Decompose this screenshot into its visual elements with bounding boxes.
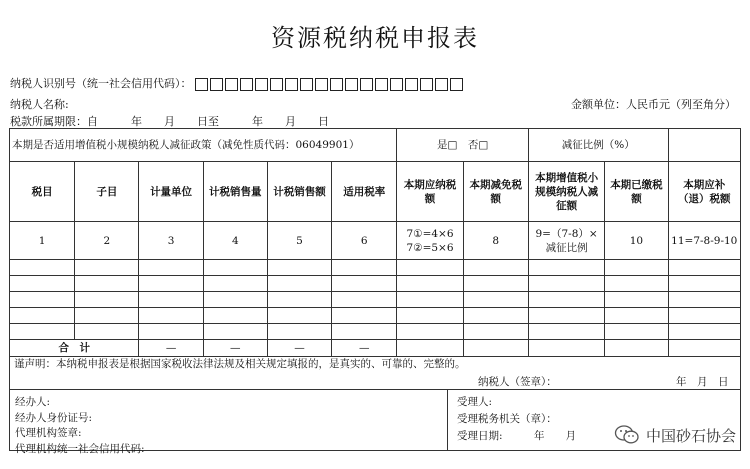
table-cell[interactable] — [203, 260, 267, 276]
id-char-box[interactable] — [450, 78, 463, 91]
table-cell[interactable] — [10, 308, 75, 324]
index-cell: 5 — [267, 222, 331, 260]
table-cell[interactable] — [668, 292, 740, 308]
table-cell[interactable] — [528, 276, 604, 292]
table-cell[interactable] — [203, 324, 267, 340]
column-header: 本期减免税额 — [463, 162, 528, 222]
id-char-box[interactable] — [210, 78, 223, 91]
id-char-box[interactable] — [375, 78, 388, 91]
id-char-box[interactable] — [330, 78, 343, 91]
table-cell[interactable] — [75, 308, 139, 324]
wechat-icon — [614, 424, 640, 446]
id-char-box[interactable] — [240, 78, 253, 91]
index-cell: 2 — [75, 222, 139, 260]
column-header: 计量单位 — [139, 162, 203, 222]
column-header: 计税销售量 — [203, 162, 267, 222]
index-cell: 7①=4×6 7②=5×6 — [397, 222, 463, 260]
taxpayer-sign: 纳税人（签章）： — [478, 376, 557, 388]
policy-yes-no[interactable]: 是□ 否□ — [397, 129, 528, 162]
table-cell[interactable] — [463, 276, 528, 292]
column-header: 本期已缴税额 — [605, 162, 668, 222]
id-char-box[interactable] — [420, 78, 433, 91]
table-cell[interactable] — [528, 324, 604, 340]
tax-return-table — [9, 128, 741, 357]
id-char-box[interactable] — [270, 78, 283, 91]
table-cell[interactable] — [10, 324, 75, 340]
total-cell: — — [332, 340, 397, 357]
table-row — [10, 308, 741, 324]
table-cell[interactable] — [267, 308, 331, 324]
id-char-box[interactable] — [315, 78, 328, 91]
table-cell[interactable] — [75, 324, 139, 340]
footer-vertical-divider — [447, 389, 448, 451]
total-cell: — — [139, 340, 203, 357]
index-cell: 9=（7-8）× 减征比例 — [528, 222, 604, 260]
form-title: 资源税纳税申报表 — [271, 24, 479, 52]
id-char-box[interactable] — [405, 78, 418, 91]
declaration: 谨声明：本纳税申报表是根据国家税收法律法规及相关规定填报的，是真实的、可靠的、完整的。 — [14, 358, 466, 370]
index-cell: 8 — [463, 222, 528, 260]
column-header: 适用税率 — [332, 162, 397, 222]
id-char-box[interactable] — [345, 78, 358, 91]
table-cell[interactable] — [10, 276, 75, 292]
table-row — [10, 324, 741, 340]
reduction-ratio-value[interactable] — [668, 129, 740, 162]
reduction-ratio-label: 减征比例（%） — [528, 129, 668, 162]
table-cell[interactable] — [75, 260, 139, 276]
table-cell[interactable] — [267, 276, 331, 292]
watermark — [614, 424, 736, 446]
table-cell[interactable] — [139, 260, 203, 276]
index-cell: 4 — [203, 222, 267, 260]
table-cell[interactable] — [332, 276, 397, 292]
table-cell[interactable] — [267, 292, 331, 308]
id-char-box[interactable] — [390, 78, 403, 91]
total-cell: — — [203, 340, 267, 357]
footer-right-label: 受理日期: 年 月 — [457, 430, 577, 442]
column-header: 计税销售额 — [267, 162, 331, 222]
footer-left-label: 代理机构统一社会信用代码: — [15, 442, 145, 455]
table-cell[interactable] — [203, 276, 267, 292]
footer-divider — [9, 389, 741, 390]
id-char-box[interactable] — [435, 78, 448, 91]
index-cell: 1 — [10, 222, 75, 260]
table-cell[interactable] — [267, 324, 331, 340]
table-cell[interactable] — [605, 292, 668, 308]
id-char-box[interactable] — [255, 78, 268, 91]
table-cell[interactable] — [605, 260, 668, 276]
table-cell[interactable] — [668, 276, 740, 292]
table-row — [10, 292, 741, 308]
column-header: 税目 — [10, 162, 75, 222]
taxpayer-id-boxes[interactable] — [195, 77, 465, 91]
policy-row — [10, 129, 741, 162]
table-cell[interactable] — [139, 308, 203, 324]
footer-left-label: 代理机构签章: — [15, 427, 82, 439]
table-cell[interactable] — [332, 260, 397, 276]
table-cell[interactable] — [528, 260, 604, 276]
total-label: 合 计 — [10, 340, 139, 357]
index-cell: 11=7-8-9-10 — [668, 222, 740, 260]
table-cell[interactable] — [139, 324, 203, 340]
amount-unit: 金额单位：人民币元（列至角分） — [571, 98, 736, 111]
footer-left-label: 经办人身份证号: — [15, 411, 93, 424]
table-cell[interactable] — [75, 276, 139, 292]
footer-left-label: 经办人: — [15, 396, 51, 408]
index-cell: 6 — [332, 222, 397, 260]
table-cell[interactable] — [463, 324, 528, 340]
id-char-box[interactable] — [285, 78, 298, 91]
index-row — [10, 222, 741, 260]
column-header: 本期增值税小规模纳税人减征额 — [528, 162, 604, 222]
table-cell[interactable] — [605, 324, 668, 340]
table-cell[interactable] — [463, 292, 528, 308]
table-cell[interactable] — [203, 308, 267, 324]
table-cell[interactable] — [463, 308, 528, 324]
table-cell[interactable] — [605, 276, 668, 292]
table-cell[interactable] — [668, 308, 740, 324]
table-cell[interactable] — [332, 324, 397, 340]
column-header: 本期应补（退）税额 — [668, 162, 740, 222]
table-cell[interactable] — [397, 308, 463, 324]
table-row — [10, 276, 741, 292]
id-char-box[interactable] — [300, 78, 313, 91]
index-cell: 3 — [139, 222, 203, 260]
table-cell[interactable] — [528, 292, 604, 308]
footer-right-label: 受理人: — [457, 396, 493, 408]
table-cell[interactable] — [605, 308, 668, 324]
column-header-row — [10, 162, 741, 222]
taxpayer-id-row — [10, 75, 465, 91]
column-header: 本期应纳税额 — [397, 162, 463, 222]
table-cell[interactable] — [528, 308, 604, 324]
table-cell[interactable] — [10, 260, 75, 276]
total-cell: — — [267, 340, 331, 357]
table-cell[interactable] — [203, 292, 267, 308]
tax-period: 税款所属期限：自 年 月 日至 年 月 日 — [10, 115, 329, 128]
table-cell[interactable] — [397, 324, 463, 340]
column-header: 子目 — [75, 162, 139, 222]
table-cell[interactable] — [397, 276, 463, 292]
index-cell: 10 — [605, 222, 668, 260]
table-row — [10, 260, 741, 276]
id-char-box[interactable] — [225, 78, 238, 91]
table-cell[interactable] — [139, 292, 203, 308]
table-cell[interactable] — [332, 308, 397, 324]
table-cell[interactable] — [463, 260, 528, 276]
table-cell[interactable] — [139, 276, 203, 292]
table-cell[interactable] — [397, 260, 463, 276]
table-cell[interactable] — [75, 292, 139, 308]
table-cell[interactable] — [332, 292, 397, 308]
policy-question: 本期是否适用增值税小规模纳税人减征政策（减免性质代码：06049901） — [10, 129, 397, 162]
taxpayer-name-label: 纳税人名称: — [10, 98, 69, 111]
id-char-box[interactable] — [195, 78, 208, 91]
id-char-box[interactable] — [360, 78, 373, 91]
table-cell[interactable] — [267, 260, 331, 276]
footer-right-label: 受理税务机关（章）： — [457, 413, 557, 425]
taxpayer-id-label: 纳税人识别号（统一社会信用代码）： — [10, 77, 192, 90]
table-cell[interactable] — [10, 292, 75, 308]
sign-date: 年 月 日 — [676, 376, 729, 388]
table-cell[interactable] — [668, 260, 740, 276]
table-cell[interactable] — [397, 292, 463, 308]
table-cell[interactable] — [668, 324, 740, 340]
watermark-text: 中国砂石协会 — [645, 426, 736, 445]
